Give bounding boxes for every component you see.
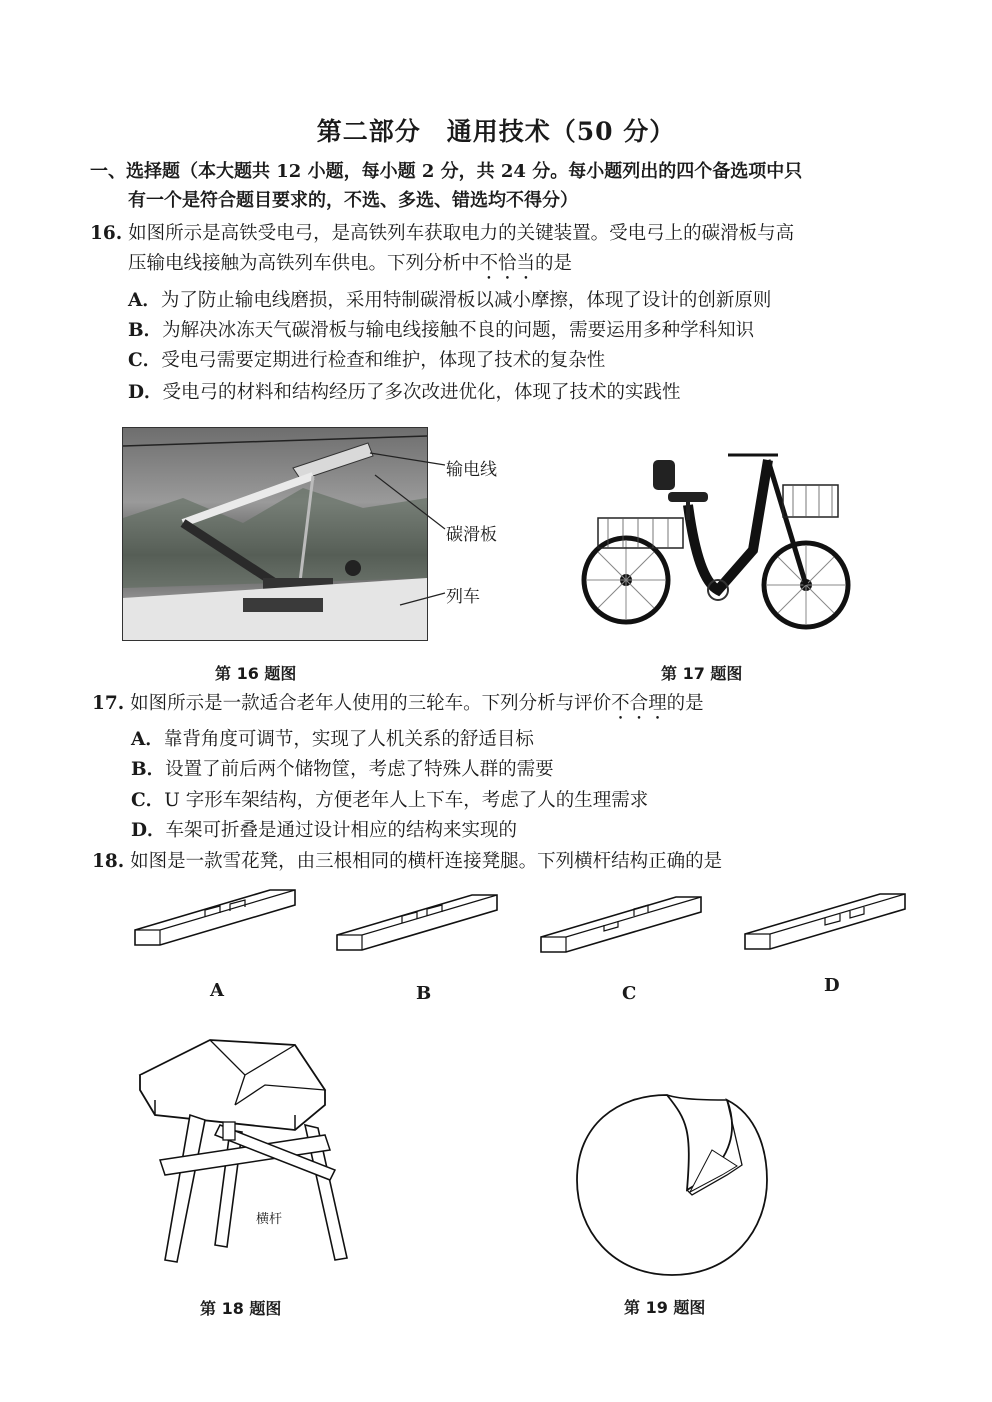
q19-caption: 第 19 题图 <box>624 1298 706 1317</box>
q18-number: 18. <box>92 851 125 872</box>
q17-emphasis: 不合理 <box>611 693 667 714</box>
q17-option-c[interactable] <box>131 786 648 816</box>
section-instruction-line2: 有一个是符合题目要求的，不选、多选、错选均不得分） <box>128 190 578 211</box>
q18-stem <box>92 847 722 877</box>
label-train: 列车 <box>446 587 480 607</box>
tricycle-figure <box>578 440 858 640</box>
option-letter: B． <box>128 320 163 341</box>
option-text: 受电弓需要定期进行检查和维护，体现了技术的复杂性 <box>161 350 606 371</box>
q16-option-b[interactable] <box>128 316 754 346</box>
option-letter: B． <box>131 759 166 780</box>
label-carbon-strip: 碳滑板 <box>446 525 497 545</box>
crossbar-option-a[interactable] <box>130 885 300 965</box>
q16-caption: 第 16 题图 <box>215 664 297 683</box>
q17-stem <box>92 689 704 724</box>
snowflake-stool-figure <box>135 1030 375 1290</box>
label-power-line: 输电线 <box>446 460 497 480</box>
label-crossbar: 横杆 <box>256 1212 283 1227</box>
choice-label-d: D <box>824 975 840 996</box>
option-text: U 字形车架结构，方便老年人上下车，考虑了人的生理需求 <box>164 790 649 811</box>
pantograph-photo <box>122 427 428 641</box>
q16-stem-line2 <box>128 249 572 284</box>
q18-caption: 第 18 题图 <box>200 1299 282 1318</box>
q17-number: 17. <box>92 693 125 714</box>
q16-option-a[interactable] <box>128 286 771 316</box>
pantograph-drawing <box>123 428 427 640</box>
q16-number: 16. <box>90 223 123 244</box>
option-text: 车架可折叠是通过设计相应的结构来实现的 <box>165 820 518 841</box>
option-letter: A． <box>131 729 164 750</box>
choice-label-b: B <box>416 983 432 1004</box>
option-letter: C． <box>131 790 165 811</box>
q16-emphasis: 不恰当 <box>479 253 536 274</box>
q16-stem-text1: 如图所示是高铁受电弓，是高铁列车获取电力的关键装置。受电弓上的碳滑板与高 <box>128 223 795 244</box>
option-letter: A． <box>128 290 161 311</box>
option-text: 设置了前后两个储物筐，考虑了特殊人群的需要 <box>165 759 554 780</box>
q17-caption: 第 17 题图 <box>661 664 743 683</box>
q18-stem-text: 如图是一款雪花凳，由三根相同的横杆连接凳腿。下列横杆结构正确的是 <box>130 851 723 872</box>
q17-option-b[interactable] <box>131 755 554 785</box>
choice-label-c: C <box>622 983 637 1004</box>
q16-option-c[interactable] <box>128 346 605 376</box>
q16-stem-text3: 的是 <box>535 253 573 274</box>
option-text: 为了防止输电线磨损，采用特制碳滑板以减小摩擦，体现了设计的创新原则 <box>160 290 772 311</box>
crossbar-option-b[interactable] <box>332 885 502 965</box>
q16-option-d[interactable] <box>128 378 681 408</box>
option-letter: D． <box>128 382 163 403</box>
section-instruction-line1: 一、选择题（本大题共 12 小题，每小题 2 分，共 24 分。每小题列出的四个备选项中只 <box>90 161 803 182</box>
option-letter: C． <box>128 350 162 371</box>
page-title: 第二部分 通用技术（50 分） <box>316 117 676 146</box>
choice-label-a: A <box>210 980 224 1001</box>
crossbar-option-d[interactable] <box>740 882 910 962</box>
option-text: 为解决冰冻天气碳滑板与输电线接触不良的问题，需要运用多种学科知识 <box>162 320 755 341</box>
option-text: 受电弓的材料和结构经历了多次改进优化，体现了技术的实践性 <box>162 382 681 403</box>
option-letter: D． <box>131 820 166 841</box>
q17-stem-text2: 的是 <box>666 693 704 714</box>
q16-stem-text2: 压输电线接触为高铁列车供电。下列分析中 <box>128 253 480 274</box>
q17-option-d[interactable] <box>131 816 517 846</box>
q16-stem-line1 <box>90 219 794 249</box>
crossbar-option-c[interactable] <box>536 885 706 965</box>
option-text: 靠背角度可调节，实现了人机关系的舒适目标 <box>163 729 534 750</box>
q17-option-a[interactable] <box>131 725 534 755</box>
q19-figure <box>572 1080 772 1280</box>
q17-stem-text1: 如图所示是一款适合老年人使用的三轮车。下列分析与评价 <box>130 693 612 714</box>
